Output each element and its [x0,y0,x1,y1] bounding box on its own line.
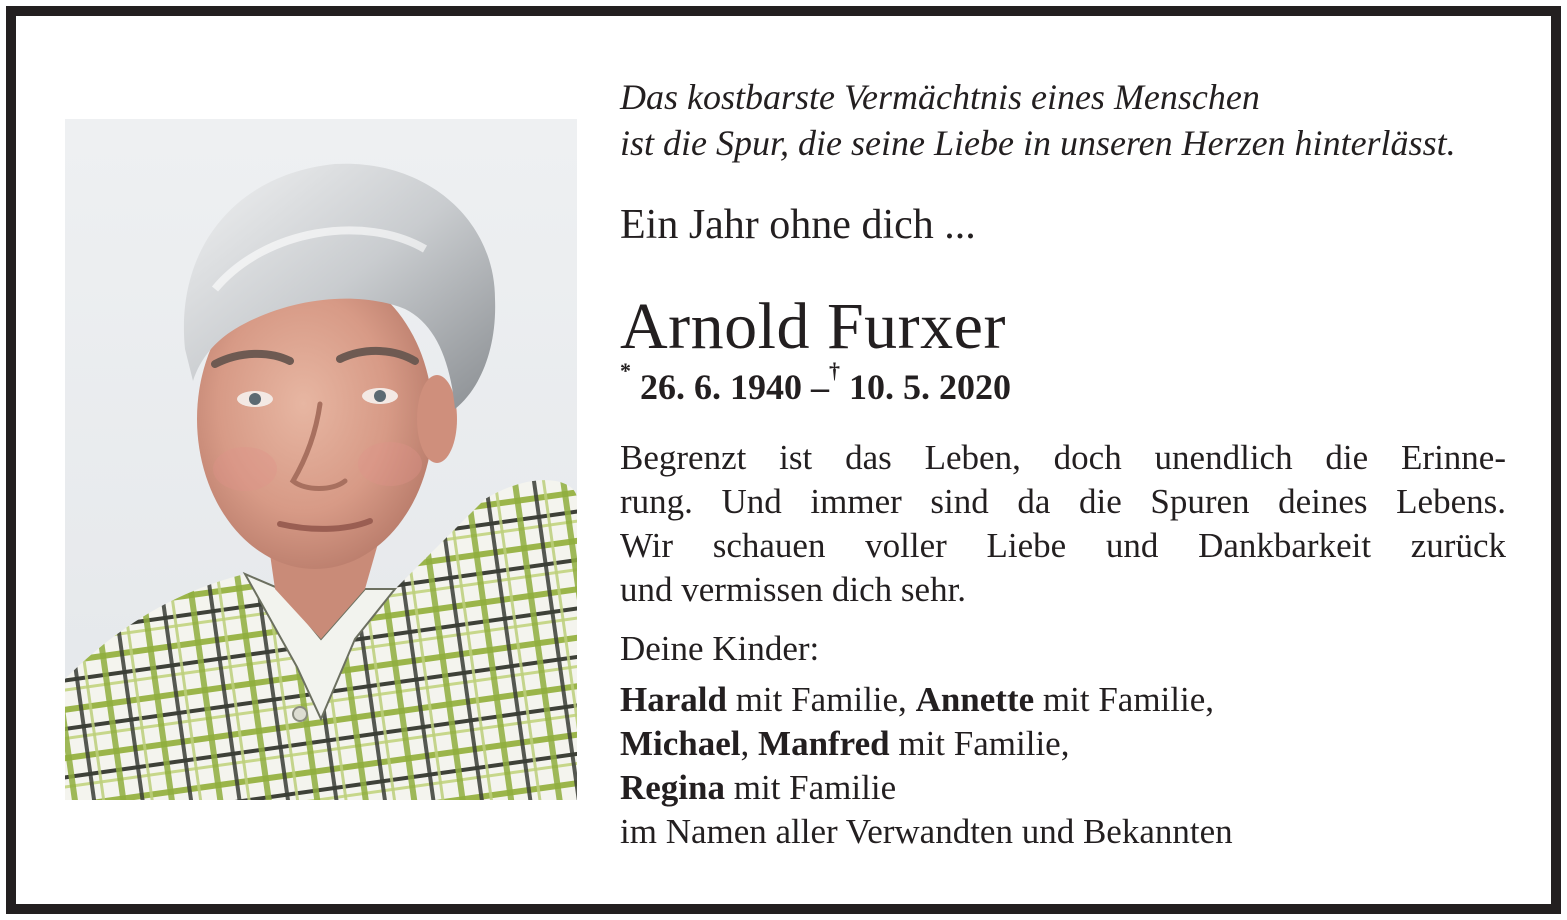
birth-date: 26. 6. 1940 [640,367,802,407]
tribute-text [620,436,1506,612]
tribute-line-3: Wir schauen voller Liebe und Dankbarkeit zurück [620,526,1506,565]
portrait-photo [65,119,577,800]
family-name-michael: Michael [620,724,741,763]
tribute-line-2: rung. Und immer sind da die Spuren deines Lebens. [620,482,1506,521]
family-text: mit Familie, [1034,680,1215,719]
family-name-regina: Regina [620,768,725,807]
motto-quote [620,74,1510,166]
family-text: mit Familie, [889,724,1070,763]
family-name-harald: Harald [620,680,727,719]
relatives-line: im Namen aller Verwandten und Bekannten [620,812,1233,851]
family-text: mit Familie [725,768,897,807]
family-name-manfred: Manfred [758,724,890,763]
family-text: mit Familie, [726,680,916,719]
motto-line-2: ist die Spur, die seine Liebe in unseren Herzen hinterlässt. [620,123,1456,163]
children-label: Deine Kinder: [620,629,820,668]
motto-line-1: Das kostbarste Vermächtnis eines Menschen [620,77,1260,117]
date-separator: – [811,367,829,407]
family-text: , [740,724,759,763]
death-symbol: † [829,358,840,383]
anniversary-line: Ein Jahr ohne dich ... [620,202,976,248]
birth-symbol: * [620,358,631,383]
family-signatures [620,678,1233,854]
family-name-annette: Annette [915,680,1035,719]
death-date: 10. 5. 2020 [849,367,1011,407]
deceased-name: Arnold Furxer [620,290,1006,363]
obituary-text [620,74,1510,851]
tribute-line-4: und vermissen dich sehr. [620,570,967,609]
tribute-line-1: Begrenzt ist das Leben, doch unendlich die Erinne- [620,438,1506,477]
life-dates [620,358,1011,408]
portrait-image [65,119,577,800]
